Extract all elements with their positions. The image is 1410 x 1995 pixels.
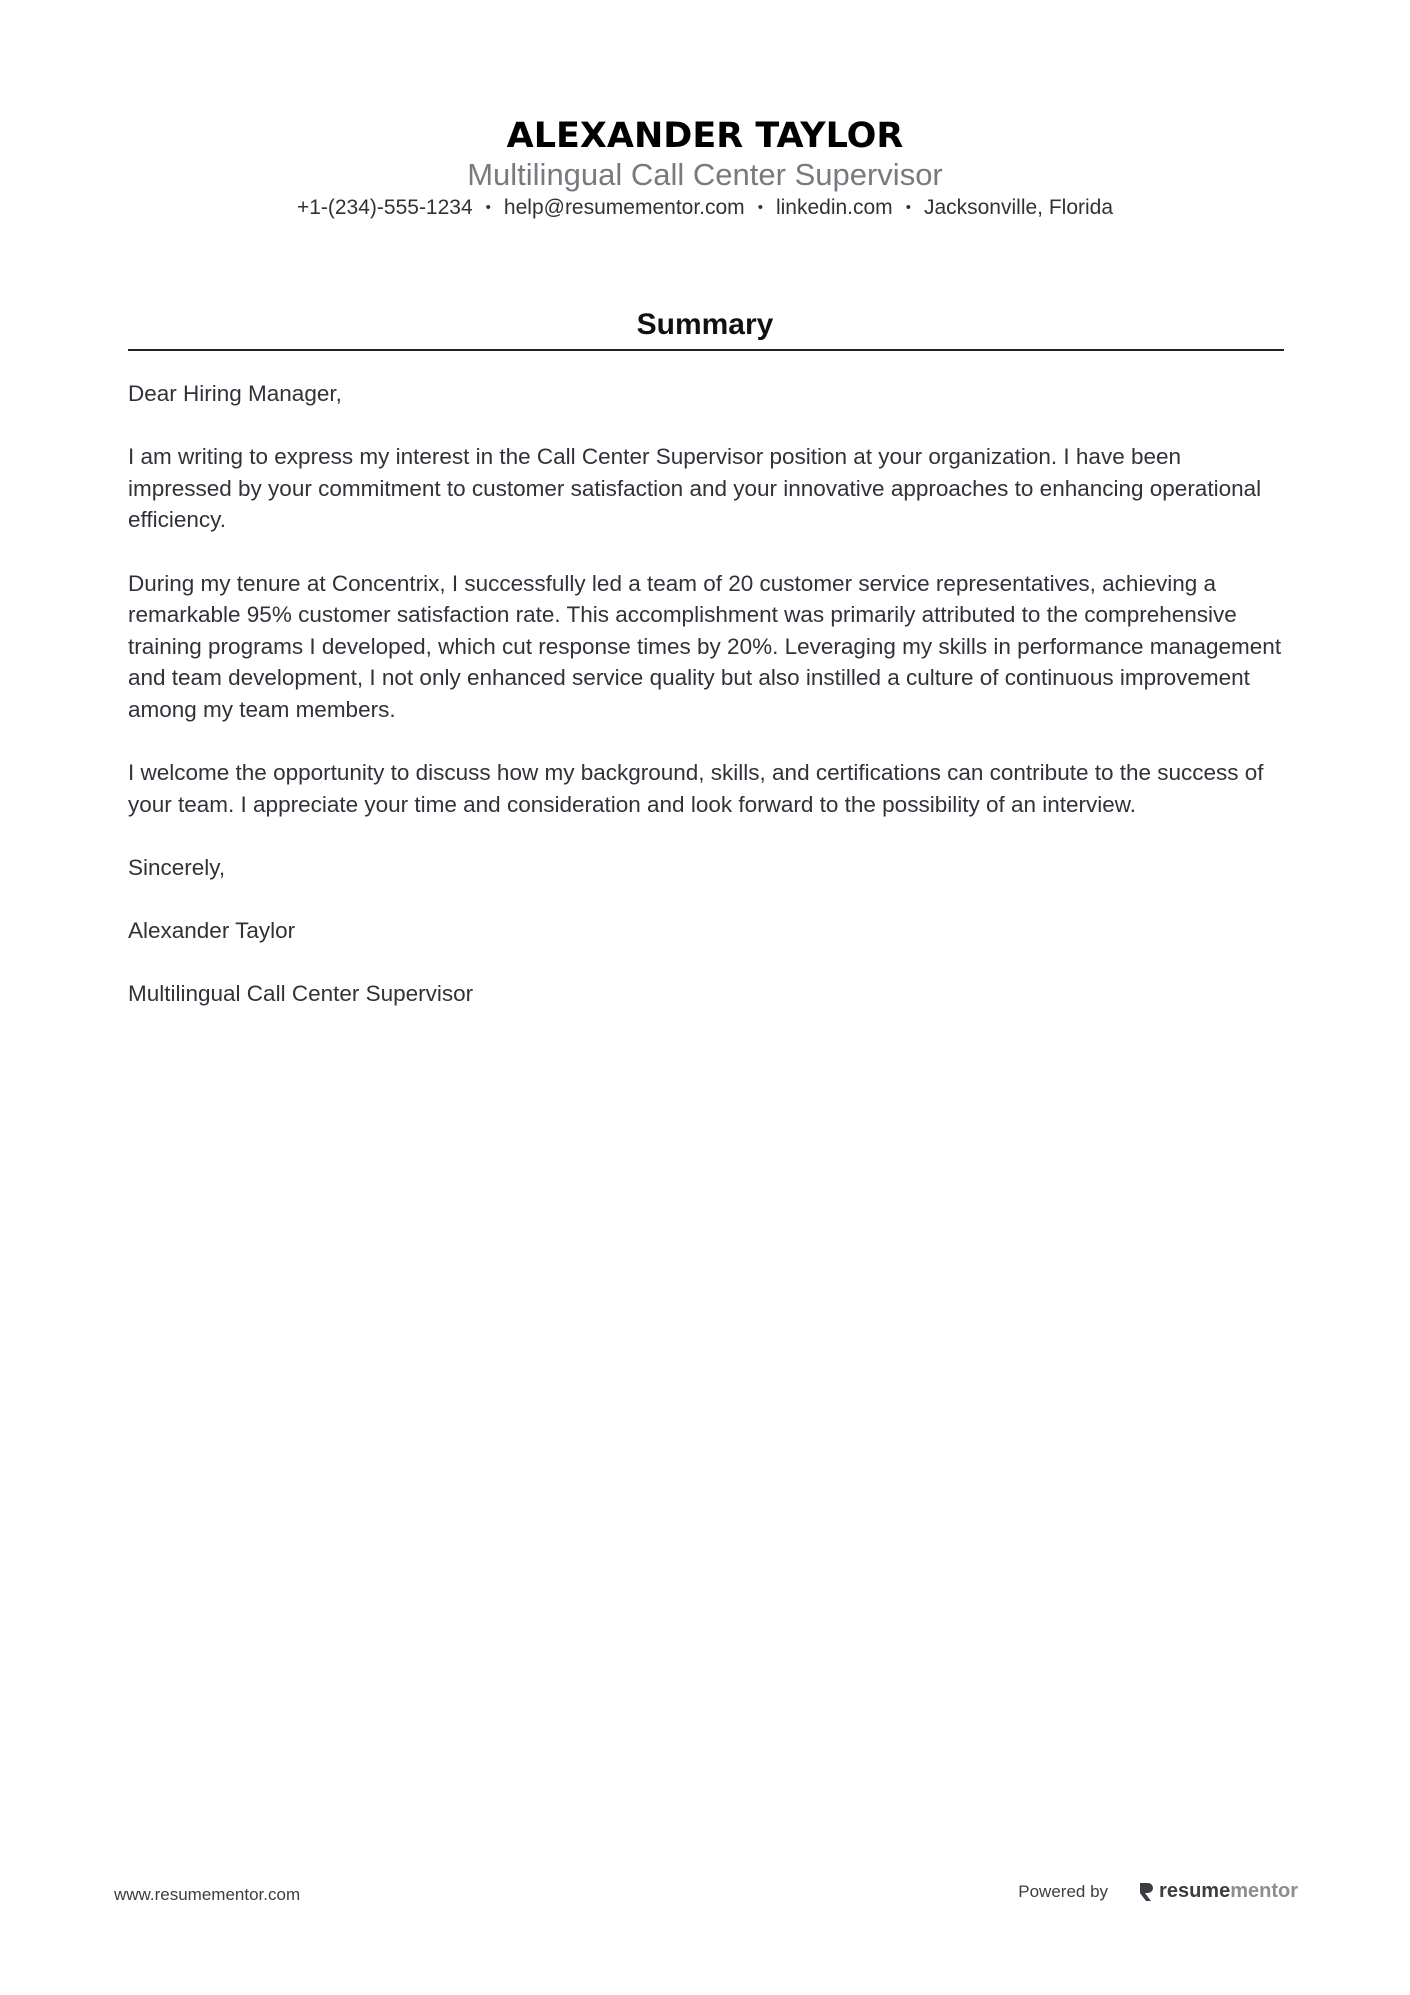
separator-dot: • bbox=[485, 199, 491, 216]
powered-by-label: Powered by bbox=[1018, 1881, 1109, 1901]
letter-closing: Sincerely, bbox=[128, 854, 226, 880]
brand-name-part1: resume bbox=[1159, 1880, 1231, 1902]
contact-location: Jacksonville, Florida bbox=[923, 196, 1114, 219]
letter-paragraph: I am writing to express my interest in the Call Center Supervisor position at your organization. I have been impressed by your commitment to customer satisfaction and your innovative approaches to enhancing operational efficiency. bbox=[128, 444, 1262, 533]
footer-branding bbox=[1018, 1880, 1298, 1903]
brand-logo[interactable] bbox=[1138, 1880, 1298, 1903]
letter-paragraph: I welcome the opportunity to discuss how my background, skills, and certifications can contribute to the success of your team. I appreciate your time and consideration and look forward to the possibility of an interview. bbox=[128, 760, 1264, 817]
contact-line bbox=[0, 194, 1410, 222]
footer-website[interactable]: www.resumementor.com bbox=[114, 1885, 301, 1904]
brand-name-part2: mentor bbox=[1230, 1880, 1298, 1902]
candidate-name: ALEXANDER TAYLOR bbox=[506, 116, 904, 156]
separator-dot: • bbox=[905, 199, 911, 216]
section-divider bbox=[128, 349, 1284, 351]
contact-email[interactable]: help@resumementor.com bbox=[503, 196, 745, 219]
letter-paragraph: During my tenure at Concentrix, I successfully led a team of 20 customer service representatives, achieving a remarkable 95% customer satisfaction rate. This accomplishment was primarily attributed to the comprehensive training programs I developed, which cut response times by 20%. Leveraging my skills in performance management and team development, I not only enhanced service quality but also instilled a culture of continuous improvement among my team members. bbox=[128, 570, 1282, 722]
letter-body bbox=[128, 378, 1284, 1041]
signature-title: Multilingual Call Center Supervisor bbox=[128, 981, 474, 1007]
contact-phone[interactable]: +1-(234)-555-1234 bbox=[296, 196, 473, 219]
signature-name: Alexander Taylor bbox=[128, 918, 296, 944]
section-title: Summary bbox=[636, 308, 774, 341]
separator-dot: • bbox=[757, 199, 763, 216]
contact-linkedin[interactable]: linkedin.com bbox=[775, 196, 893, 219]
resumementor-logo-icon bbox=[1138, 1881, 1154, 1903]
letter-greeting: Dear Hiring Manager, bbox=[128, 381, 342, 406]
candidate-role: Multilingual Call Center Supervisor bbox=[467, 157, 943, 192]
